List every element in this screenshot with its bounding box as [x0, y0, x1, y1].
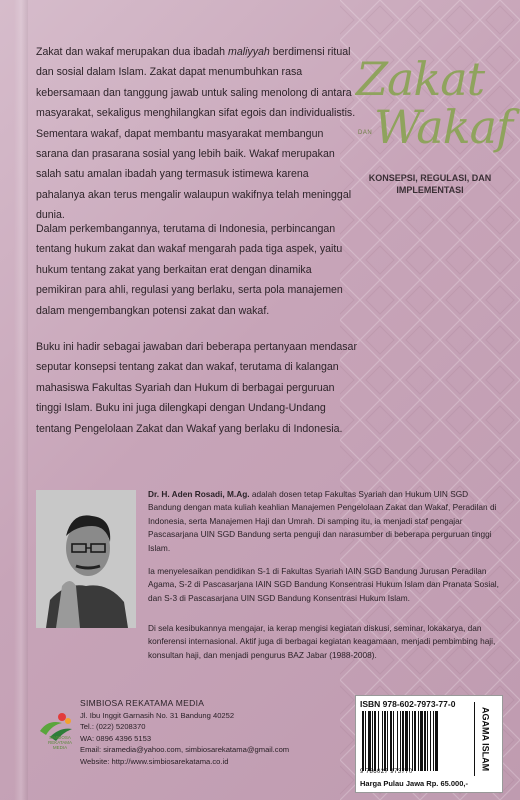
author-photo — [36, 490, 136, 628]
barcode-bar — [378, 711, 379, 771]
logo-text-3: MEDIA — [52, 745, 68, 750]
barcode-bar — [433, 711, 434, 771]
author-bio-1 — [148, 488, 500, 555]
subtitle-line-2: IMPLEMENTASI — [396, 185, 464, 195]
barcode-bar — [368, 711, 371, 771]
publisher-wa: WA: 0896 4396 5153 — [80, 733, 152, 743]
barcode-bar — [402, 711, 404, 771]
author-bio-2: Ia menyelesaikan pendidikan S-1 di Fakultas Syariah IAIN SGD Bandung Jurusan Peradilan Agama, S-2 di Pascasarjana IAIN SGD Bandung Konsentrasi Hukum Islam dan Pranata Sosial, dan S-3 di Pascasarjana UIN SGD Bandung Konsentrasi Hukum Islam. — [148, 566, 499, 603]
blurb-paragraph-1: Zakat dan wakaf merupakan dua ibadah maliyyah berdimensi ritual dan sosial dalam Islam. Zakat dapat menumbuhkan rasa kebersamaan dan tanggung jawab untuk saling menolong di antara masyarakat, sekaligus menghilangkan sifat egois dan individualistis. Sementara wakaf, dapat membantu masyarakat membangun sarana dan prasarana sosial yang lebih baik. Wakaf merupakan salah satu amalan ibadah yang termasuk istimewa karena pahalanya akan terus mengalir walaupun wakifnya telah meninggal dunia. — [36, 46, 356, 222]
barcode-bar — [418, 711, 419, 771]
barcode-bar — [412, 711, 413, 771]
barcode-bar — [430, 711, 431, 771]
spine-fold — [14, 0, 28, 800]
author-bio-1-text: adalah dosen tetap Fakultas Syariah dan Hukum UIN SGD Bandung dengan mata kuliah keahlian Manajemen Pengelolaan Zakat dan Wakaf, Peradilan di Indonesia, serta Manajemen Haji dan Umrah. Di samping itu, ia menjadi staf pengajar Pascasarjana UIN SGD Bandung serta penguji dan narasumber di beberapa perguruan tinggi Islam. — [148, 489, 497, 553]
barcode-bar — [409, 711, 410, 771]
barcode-bar — [372, 711, 373, 771]
publisher-email: Email: siramedia@yahoo.com, simbiosarekatama@gmail.com — [80, 745, 290, 755]
barcode-bar — [414, 711, 416, 771]
logo-text-2: REKATAMA — [47, 740, 73, 745]
author-bio-3: Di sela kesibukannya mengajar, ia kerap mengisi kegiatan diskusi, seminar, lokakarya, dan konferensi internasional. Aktif juga di berbagai kegiatan keagamaan, menjadi pembimbing haji, konsultan haji, dan menjadi pengurus BAZ Jabar (1988-2008). — [148, 623, 496, 660]
title-wakaf: Wakaf — [374, 100, 513, 154]
barcode-bar — [384, 711, 386, 771]
subtitle-line-1: KONSEPSI, REGULASI, DAN — [368, 173, 492, 183]
barcode-bar — [424, 711, 426, 771]
barcode-bar — [382, 711, 383, 771]
publisher-name: SIMBIOSA REKATAMA MEDIA — [80, 698, 205, 708]
publisher-tel: Tel.: (022) 5208370 — [80, 722, 146, 732]
blurb-paragraph-3: Buku ini hadir sebagai jawaban dari beberapa pertanyaan mendasar seputar konsepsi tentang zakat dan wakaf, terutama di kalangan mahasiswa Fakultas Syariah dan Hukum di berbagai perguruan tinggi Islam. Buku ini juga dilengkapi dengan Undang-Undang tentang Pengelolaan Zakat dan Wakaf yang berlaku di Indonesia. — [36, 341, 357, 435]
barcode-bar — [362, 711, 364, 771]
title-zakat: Zakat — [356, 52, 485, 106]
category-label: AGAMA ISLAM — [474, 702, 496, 776]
isbn-label: ISBN 978-602-7973-77-0 — [360, 699, 456, 709]
blurb-paragraph-2: Dalam perkembangannya, terutama di Indonesia, perbincangan tentang hukum zakat dan wakaf mengarah pada tiga aspek, yaitu hukum tentang zakat yang berkaitan erat dengan dinamika pemikiran para ahli, regulasi yang berlaku, serta pola manajemen dalam mengembangkan potensi zakat dan wakaf. — [36, 223, 343, 317]
isbn-box — [355, 695, 503, 793]
author-name: Dr. H. Aden Rosadi, M.Ag. — [148, 489, 250, 499]
barcode-bar — [397, 711, 398, 771]
logo-text-1: SIMBIOSA — [49, 735, 71, 740]
barcode-bar — [390, 711, 392, 771]
publisher-info — [80, 698, 340, 768]
barcode-icon — [360, 711, 464, 771]
title-connector: DAN — [358, 130, 373, 136]
barcode-bar — [427, 711, 428, 771]
publisher-address: Jl. Ibu Inggit Garnasih No. 31 Bandung 40252 — [80, 710, 235, 720]
barcode-bar — [400, 711, 401, 771]
price-label: Harga Pulau Jawa Rp. 65.000,- — [360, 779, 468, 788]
barcode-bar — [365, 711, 366, 771]
publisher-website: Website: http://www.simbiosarekatama.co.id — [80, 756, 229, 766]
barcode-digits: 9 786027 973770 — [360, 769, 413, 775]
barcode-bar — [420, 711, 423, 771]
barcode-bar — [387, 711, 388, 771]
book-subtitle — [360, 172, 500, 196]
barcode-bar — [435, 711, 438, 771]
barcode-bar — [374, 711, 376, 771]
barcode-bar — [405, 711, 408, 771]
barcode-bar — [393, 711, 394, 771]
